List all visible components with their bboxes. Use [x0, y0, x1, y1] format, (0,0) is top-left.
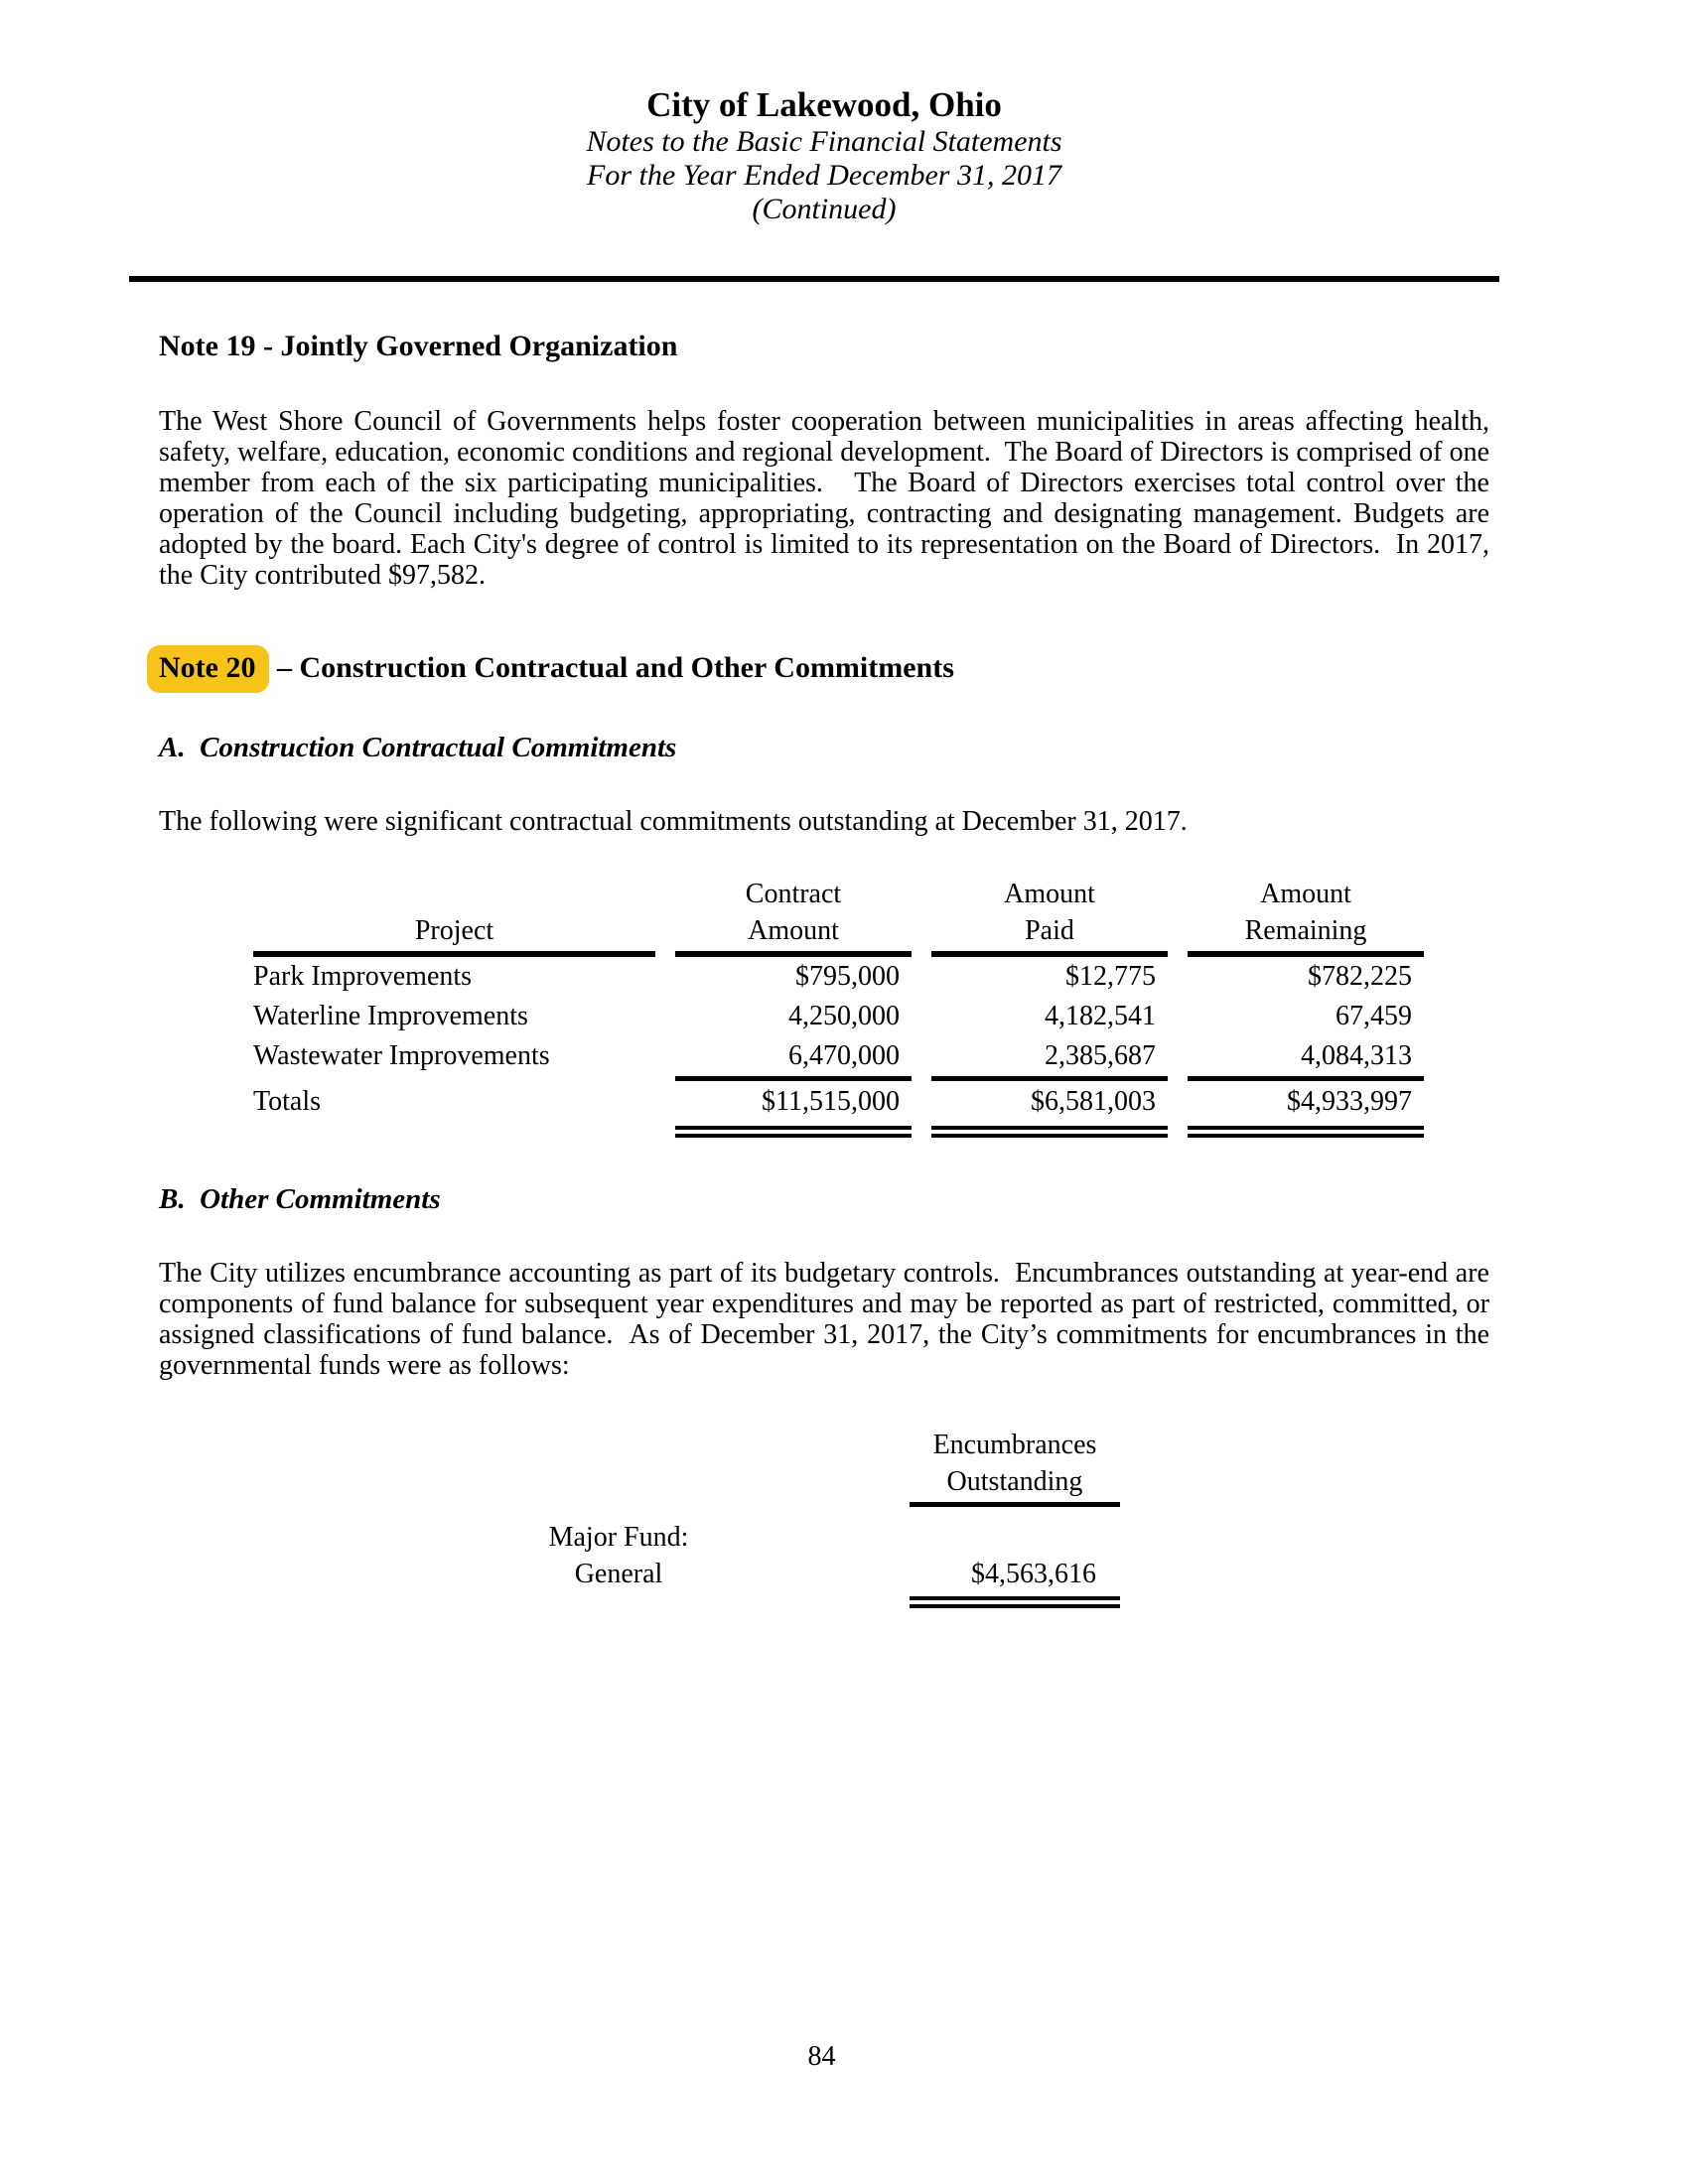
totals-amount-remaining: $4,933,997	[1188, 1081, 1424, 1138]
col-header-contract-line1: Contract	[745, 879, 842, 909]
table-row-contract-amount: $795,000	[795, 961, 900, 992]
note20-highlight: Note 20	[147, 645, 269, 693]
document-header	[159, 85, 1489, 226]
section-b-paragraph: The City utilizes encumbrance accounting as part of its budgetary controls. Encumbrances outstanding at year-end are components of fund balance for subsequent year expenditures and may be reported as part of restricted, committed, or assigned classifications of fund balance. As of December 31, 2017, the City’s commitments for encumbrances in the governmental funds were as follows:	[159, 1258, 1496, 1381]
note20-heading	[159, 650, 1489, 686]
table-row-amount-remaining: $782,225	[1308, 961, 1412, 992]
spacer-cell	[465, 1463, 773, 1507]
encumbrances-outstanding-value: $4,563,616	[910, 1556, 1120, 1608]
note19-paragraph: The West Shore Council of Governments helps foster cooperation between municipalities in areas affecting health, safety, welfare, education, economic conditions and regional development. The Board of Directors is comprised of one member from each of the six participating municipalities. The Board of Directors exercises total control over the operation of the Council including budgeting, appropriating, contracting and designating management. Budgets are adopted by the board. Each City's degree of control is limited to its representation on the Board of Directors. In 2017, the City contributed $97,582.	[159, 406, 1496, 591]
header-divider-rule	[129, 276, 1499, 282]
col-header-paid-line1: Amount	[1004, 879, 1095, 909]
contractual-commitments-table	[253, 876, 1489, 1138]
spacer-cell	[465, 1427, 773, 1463]
totals-row-label: Totals	[253, 1086, 322, 1117]
table-row-project: Waterline Improvements	[253, 1001, 528, 1031]
document-subtitle-3: (Continued)	[752, 193, 897, 225]
encumbrances-header-line2: Outstanding	[910, 1463, 1120, 1507]
table-row-project: Park Improvements	[253, 961, 473, 992]
note20-heading-text: – Construction Contractual and Other Commitments	[269, 651, 954, 684]
col-header-project-line2: Project	[253, 912, 655, 957]
spacer-cell	[910, 1507, 1120, 1556]
section-a-intro: The following were significant contractual commitments outstanding at December 31, 2017.	[159, 806, 1188, 837]
encumbrances-header-line1: Encumbrances	[932, 1430, 1097, 1460]
page-number: 84	[807, 2041, 836, 2072]
table-row-amount-remaining: 4,084,313	[1188, 1036, 1424, 1081]
col-header-contract-line2: Amount	[675, 912, 912, 957]
section-a-heading: A. Construction Contractual Commitments	[159, 732, 677, 763]
col-header-project-line1	[253, 876, 655, 912]
document-subtitle-2: For the Year Ended December 31, 2017	[587, 159, 1061, 192]
table-row-amount-paid: 4,182,541	[1045, 1001, 1156, 1031]
table-row-amount-paid: $12,775	[1065, 961, 1156, 992]
col-header-remaining-line1: Amount	[1260, 879, 1351, 909]
document-title: City of Lakewood, Ohio	[646, 85, 1002, 124]
table-row-amount-paid: 2,385,687	[931, 1036, 1168, 1081]
note19-heading: Note 19 - Jointly Governed Organization	[159, 330, 678, 362]
table-row-amount-remaining: 67,459	[1336, 1001, 1412, 1031]
document-subtitle-1: Notes to the Basic Financial Statements	[586, 125, 1062, 158]
totals-amount-paid: $6,581,003	[931, 1081, 1168, 1138]
section-b-heading: B. Other Commitments	[159, 1183, 441, 1215]
table-row-contract-amount: 4,250,000	[788, 1001, 900, 1031]
general-fund-label: General	[574, 1559, 663, 1589]
encumbrances-table	[465, 1427, 1489, 1608]
totals-contract-amount: $11,515,000	[675, 1081, 912, 1138]
table-row-project: Wastewater Improvements	[253, 1040, 550, 1071]
col-header-remaining-line2: Remaining	[1188, 912, 1424, 957]
col-header-paid-line2: Paid	[931, 912, 1168, 957]
table-row-contract-amount: 6,470,000	[675, 1036, 912, 1081]
major-fund-label: Major Fund:	[548, 1522, 689, 1553]
